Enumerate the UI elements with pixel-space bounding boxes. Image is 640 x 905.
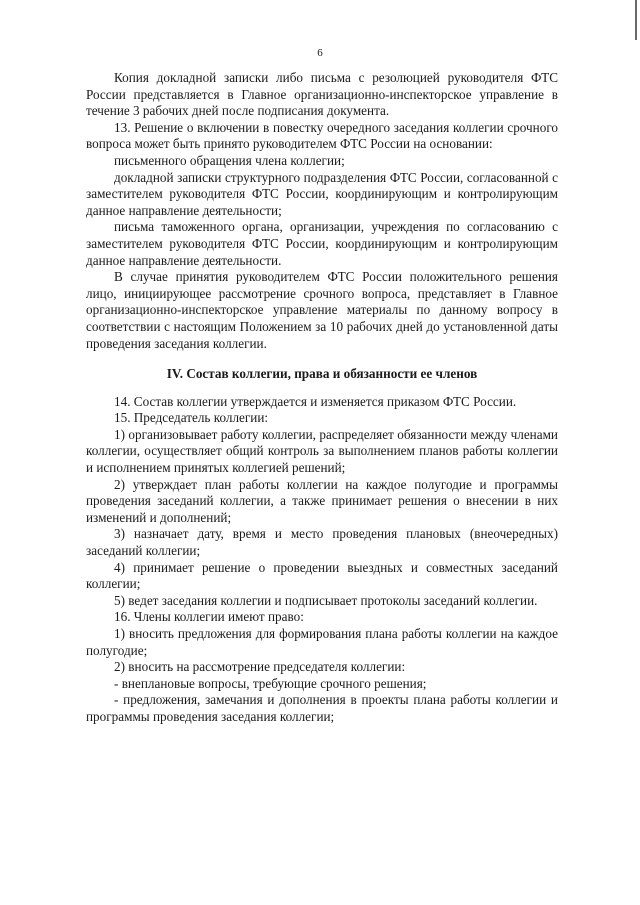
section-heading: IV. Состав коллегии, права и обязанности ее членов	[166, 366, 478, 382]
paragraph-written-request: письменного обращения члена коллегии;	[114, 152, 345, 168]
paragraph-item-13: 13. Решение о включении в повестку очередного заседания коллегии срочного вопроса может быть принято руководителем ФТС России на основании:	[86, 119, 558, 152]
paragraph-item-16-1: 1) вносить предложения для формирования плана работы коллегии на каждое полугодие;	[86, 626, 558, 658]
paragraph-memo-of-division: докладной записки структурного подразделения ФТС России, согласованной с заместителем руководителя ФТС России, координирующим и контролирующим данное направление деятельности;	[86, 169, 558, 218]
document-body	[86, 70, 558, 726]
paragraph-item-15-2: 2) утверждает план работы коллегии на каждое полугодие и программы проведения заседаний коллегии, а также принимает решения о внесении в них изменений и дополнений;	[86, 476, 558, 525]
paragraph-positive-decision: В случае принятия руководителем ФТС России положительного решения лицо, инициирующее рассмотрение срочного вопроса, представляет в Главное организационно-инспекторское управление материалы по данному вопросу в соответствии с настоящим Положением за 10 рабочих дней до установленной даты проведения заседания коллегии.	[86, 269, 558, 351]
paragraph-item-15-4: 4) принимает решение о проведении выездных и совместных заседаний коллегии;	[86, 559, 558, 592]
paragraph-item-15-5: 5) ведет заседания коллегии и подписывает протоколы заседаний коллегии.	[114, 592, 538, 608]
paragraph-copy-of-memo: Копия докладной записки либо письма с резолюцией руководителя ФТС России представляется в Главное организационно-инспекторское управление в течение 3 рабочих дней после подписания документа.	[86, 70, 558, 119]
paragraph-item-15-3: 3) назначает дату, время и место проведения плановых (внеочередных) заседаний коллегии;	[86, 526, 558, 559]
paragraph-item-16: 16. Члены коллегии имеют право:	[114, 609, 304, 625]
paragraph-item-16-2-b: - предложения, замечания и дополнения в проекты плана работы коллегии и программы проведения заседания коллегии;	[86, 692, 558, 724]
paragraph-item-15: 15. Председатель коллегии:	[114, 410, 269, 426]
page-number: 6	[317, 47, 323, 59]
scan-edge-mark	[635, 0, 637, 40]
paragraph-letter-of-customs-body: письма таможенного органа, организации, учреждения по согласованию с заместителем руководителя ФТС России, координирующим и контролирующим данное направление деятельности.	[86, 219, 558, 268]
paragraph-item-16-2: 2) вносить на рассмотрение председателя коллегии:	[114, 659, 406, 675]
paragraph-item-16-2-a: - внеплановые вопросы, требующие срочного решения;	[114, 675, 427, 691]
paragraph-item-15-1: 1) организовывает работу коллегии, распределяет обязанности между членами коллегии, осуществляет общий контроль за выполнением планов работы коллегии и исполнением принятых коллегией решений;	[86, 426, 558, 476]
paragraph-item-14: 14. Состав коллегии утверждается и изменяется приказом ФТС России.	[114, 393, 517, 409]
